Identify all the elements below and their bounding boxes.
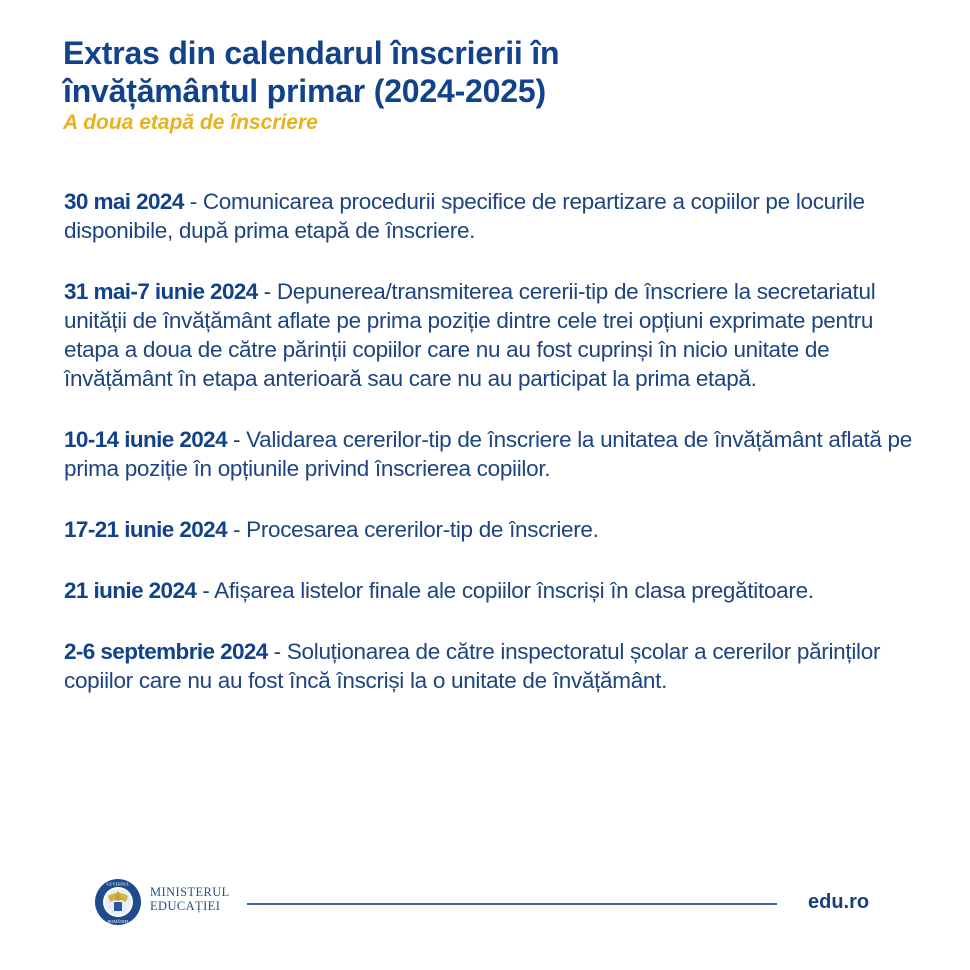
entry-text: - Soluționarea de către inspectoratul școlar a cererilor părinților copiilor care nu au fost încă înscriși la o unitate de învățământ. [64,639,881,693]
entry-date: 17-21 iunie 2024 [64,517,228,542]
entry-text: - Comunicarea procedurii specifice de repartizare a copiilor pe locurile disponibile, după prima etapă de înscriere. [64,189,865,243]
entry-text: - Validarea cererilor-tip de înscriere la unitatea de învățământ aflată pe prima poziție în opțiunile privind înscrierea copiilor. [64,427,912,481]
entry-date: 31 mai-7 iunie 2024 [64,279,258,304]
calendar-entry [64,637,924,695]
entry-date: 30 mai 2024 [64,189,184,214]
entry-date: 2-6 septembrie 2024 [64,639,268,664]
government-seal-icon [94,878,142,926]
header [63,34,923,136]
page-title [63,34,923,110]
footer-divider [247,903,777,905]
calendar-entry [64,515,924,544]
title-line-1: Extras din calendarul înscrierii în [63,35,560,71]
ministry-line-2: EDUCAȚIEI [150,899,221,913]
entry-text: - Depunerea/transmiterea cererii-tip de înscriere la secretariatul unității de învățământ aflate pe prima poziție dintre cele trei opțiuni exprimate pentru etapa a doua de către părinții copiilor care nu au fost cuprinși în nicio unitate de învățământ în etapa anterioară sau care nu au participat la prima etapă. [64,279,876,391]
title-line-2: învățământul primar (2024-2025) [63,73,546,109]
calendar-entry [64,576,924,605]
calendar-entries [64,187,924,727]
ministry-line-1: MINISTERUL [150,885,230,899]
svg-text:ROMÂNIEI: ROMÂNIEI [107,919,129,924]
website-link[interactable]: edu.ro [808,891,870,913]
entry-date: 21 iunie 2024 [64,578,197,603]
calendar-entry [64,425,924,483]
calendar-entry [64,187,924,245]
entry-date: 10-14 iunie 2024 [64,427,228,452]
calendar-entry [64,277,924,393]
footer [0,870,970,940]
entry-text: - Afișarea listelor finale ale copiilor înscriși în clasa pregătitoare. [196,578,814,603]
ministry-name [150,885,230,913]
entry-text: - Procesarea cererilor-tip de înscriere. [227,517,599,542]
svg-text:GUVERNUL: GUVERNUL [106,881,130,887]
page-subtitle: A doua etapă de înscriere [63,111,318,134]
